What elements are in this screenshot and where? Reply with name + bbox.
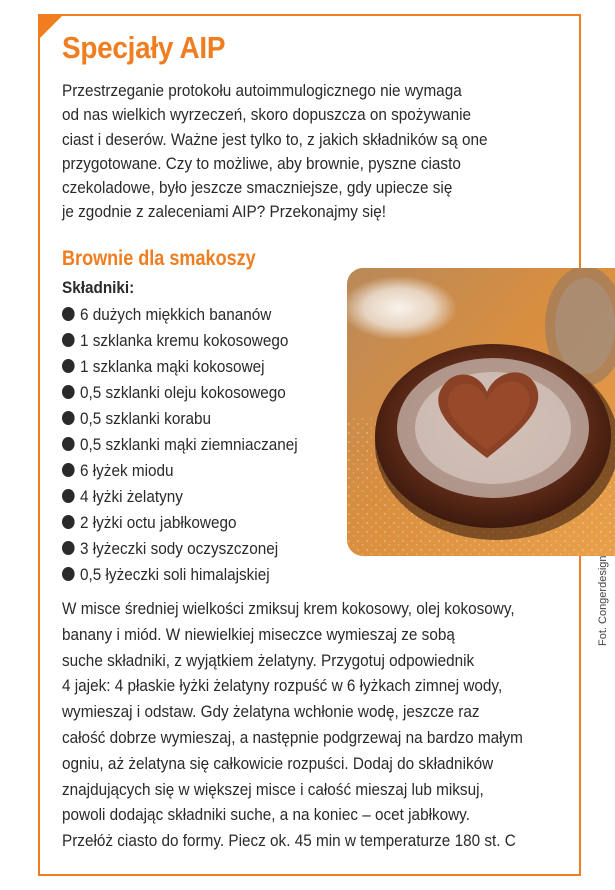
article-title: Specjały AIP xyxy=(62,30,226,65)
recipe-method: W misce średniej wielkości zmiksuj krem kokosowy, olej kokosowy, banany i miód. W niewielkiej miseczce wymieszaj ze sobą suche składniki, z wyjątkiem żelatyny. Przygotuj odpowiednik 4 jajek: 4 płaskie łyżki żelatyny rozpuść w 6 łyżkach zimnej wody, wymieszaj i odstaw. Gdy żelatyna wchłonie wodę, jeszcze raz całość dobrze wymieszaj, a następnie podgrzewaj na bardzo małym ogniu, aż żelatyna się całkowicie rozpuści. Dodaj do składników znajdujących się w większej misce i całość mieszaj lub miksuj, powoli dodając składniki suche, a na koniec – ocet jabłkowy. Przełóż ciasto do formy. Piecz ok. 45 min w temperaturze 180 st. C xyxy=(62,599,523,851)
bullet-icon xyxy=(62,515,75,529)
list-item xyxy=(62,510,298,536)
ingredients-list xyxy=(62,302,324,588)
ingredient-text: 0,5 szklanki mąki ziemniaczanej xyxy=(80,435,298,454)
list-item xyxy=(62,432,298,458)
corner-accent xyxy=(38,14,64,40)
bullet-icon xyxy=(62,489,75,503)
photo-credit: Fot. Congerdesign xyxy=(597,555,609,646)
ingredient-text: 0,5 łyżeczki soli himalajskiej xyxy=(80,565,270,584)
brownie-photo xyxy=(347,268,615,556)
ingredient-text: 1 szklanka kremu kokosowego xyxy=(80,331,289,350)
bullet-icon xyxy=(62,463,75,477)
ingredient-text: 2 łyżki octu jabłkowego xyxy=(80,513,237,532)
bullet-icon xyxy=(62,411,75,425)
brownie-illustration xyxy=(347,268,615,556)
recipe-title: Brownie dla smakoszy xyxy=(62,247,256,270)
list-item xyxy=(62,380,298,406)
list-item xyxy=(62,458,298,484)
ingredient-text: 1 szklanka mąki kokosowej xyxy=(80,357,265,376)
bullet-icon xyxy=(62,385,75,399)
list-item xyxy=(62,406,298,432)
list-item xyxy=(62,328,298,354)
list-item xyxy=(62,484,298,510)
ingredient-text: 0,5 szklanki oleju kokosowego xyxy=(80,383,286,402)
list-item xyxy=(62,302,298,328)
list-item xyxy=(62,562,298,588)
bullet-icon xyxy=(62,333,75,347)
bullet-icon xyxy=(62,437,75,451)
bullet-icon xyxy=(62,567,75,581)
ingredient-text: 3 łyżeczki sody oczyszczonej xyxy=(80,539,279,558)
bullet-icon xyxy=(62,359,75,373)
list-item xyxy=(62,354,298,380)
list-item xyxy=(62,536,298,562)
bullet-icon xyxy=(62,307,75,321)
ingredients-label: Składniki: xyxy=(62,278,135,297)
ingredient-text: 4 łyżki żelatyny xyxy=(80,487,183,506)
article-intro: Przestrzeganie protokołu autoimmulogicznego nie wymaga od nas wielkich wyrzeczeń, skoro dopuszcza on spożywanie ciast i deserów. Ważne jest tylko to, z jakich składników są one przygotowane. Czy to możliwe, aby brownie, pyszne ciasto czekoladowe, było jeszcze smaczniejsze, gdy upiecze się je zgodnie z zaleceniami AIP? Przekonajmy się! xyxy=(62,81,488,222)
bullet-icon xyxy=(62,541,75,555)
ingredient-text: 6 dużych miękkich bananów xyxy=(80,305,272,324)
ingredient-text: 0,5 szklanki korabu xyxy=(80,409,211,428)
ingredient-text: 6 łyżek miodu xyxy=(80,461,174,480)
